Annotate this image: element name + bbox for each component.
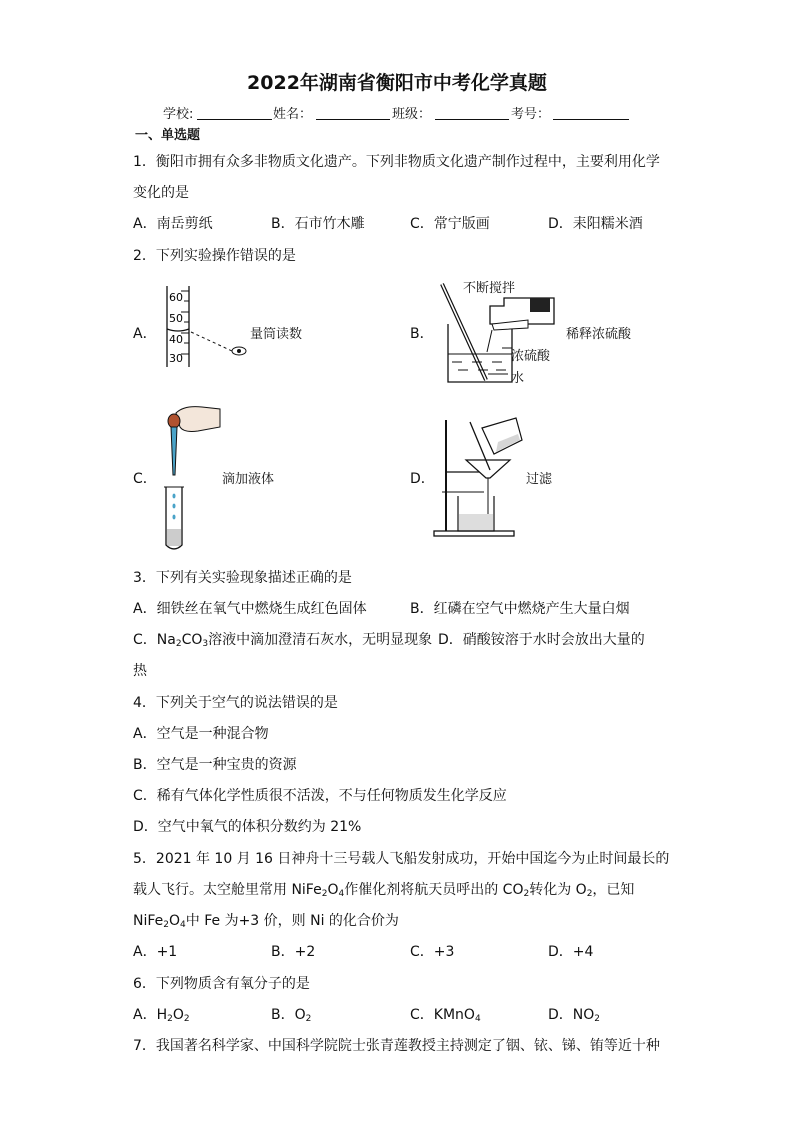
graduated-cylinder-figure [160, 283, 260, 373]
school-field[interactable] [197, 119, 272, 120]
q1-option-a[interactable]: A．南岳剪纸 [133, 216, 213, 232]
q3-option-d-cont: 热 [133, 663, 147, 679]
q1-option-d[interactable]: D．耒阳糯米酒 [548, 216, 643, 232]
page-title: 2022年湖南省衡阳市中考化学真题 [247, 72, 547, 94]
q5-option-c[interactable]: C．+3 [410, 944, 455, 960]
q4-option-d[interactable]: D．空气中氧气的体积分数约为 21% [133, 819, 362, 835]
q1-option-c[interactable]: C．常宁版画 [410, 216, 490, 232]
q6-option-a[interactable]: A．$H_2O_2$ [133, 1007, 190, 1024]
name-label: 姓名： [273, 107, 313, 122]
q3-option-b[interactable]: B．红磷在空气中燃烧产生大量白烟 [410, 601, 630, 617]
q7-stem: 7．我国著名科学家、中国科学院院士张青莲教授主持测定了铟、铱、锑、铕等近十种 [133, 1038, 660, 1054]
q6-option-b[interactable]: B．$O_2$ [271, 1007, 312, 1024]
q2-b-stir-label: 不断搅拌 [463, 281, 516, 296]
tick-label: 50 [169, 312, 183, 325]
section-heading: 一、单选题 [135, 128, 201, 143]
tick-label: 60 [169, 291, 183, 304]
name-field[interactable] [316, 119, 390, 120]
q1-option-b[interactable]: B．石市竹木雕 [271, 216, 365, 232]
q3-stem: 3．下列有关实验现象描述正确的是 [133, 570, 352, 586]
filtration-figure [432, 416, 532, 538]
q6-option-c[interactable]: C．KMnO$_4$ [410, 1007, 481, 1024]
q5-stem-line2: 载人飞行。太空舱里常用 $NiFe_2O_4$作催化剂将航天员呼出的 $CO_2$转化为 $O_2$，已知 [133, 882, 635, 899]
q2-option-d[interactable]: D． [410, 471, 435, 487]
q3-option-c[interactable]: C．$Na_2CO_3$溶液中滴加澄清石灰水，无明显现象 [133, 632, 433, 649]
dropper-bulb-icon [168, 414, 180, 428]
dropper-figure [158, 401, 228, 553]
q6-stem: 6．下列物质含有氧分子的是 [133, 976, 310, 992]
q2-c-caption: 滴加液体 [222, 472, 275, 487]
q2-option-a[interactable]: A． [133, 326, 157, 342]
q3-option-a[interactable]: A．细铁丝在氧气中燃烧生成红色固体 [133, 601, 367, 617]
q2-d-caption: 过滤 [526, 472, 553, 487]
tick-label: 40 [169, 333, 183, 346]
q2-option-b[interactable]: B． [410, 326, 434, 342]
class-field[interactable] [435, 119, 509, 120]
q6-option-d[interactable]: D．$NO_2$ [548, 1007, 601, 1024]
q4-option-c[interactable]: C．稀有气体化学性质很不活泼，不与任何物质发生化学反应 [133, 788, 507, 804]
q4-option-b[interactable]: B．空气是一种宝贵的资源 [133, 757, 297, 773]
q1-stem-cont: 变化的是 [133, 185, 189, 201]
q4-option-a[interactable]: A．空气是一种混合物 [133, 726, 269, 742]
q2-b-acid-label: 浓硫酸 [511, 349, 551, 364]
q2-stem: 2．下列实验操作错误的是 [133, 248, 296, 264]
class-label: 班级： [392, 107, 432, 122]
q2-b-water-label: 水 [511, 371, 525, 386]
q2-a-caption: 量筒读数 [250, 327, 303, 342]
q3-option-d[interactable]: D．硝酸铵溶于水时会放出大量的 [438, 632, 645, 648]
q5-option-d[interactable]: D．+4 [548, 944, 594, 960]
q4-stem: 4．下列关于空气的说法错误的是 [133, 695, 338, 711]
exam-no-label: 考号： [511, 107, 551, 122]
q5-option-b[interactable]: B．+2 [271, 944, 316, 960]
q2-b-caption: 稀释浓硫酸 [566, 327, 632, 342]
q5-stem-line3: $NiFe_2O_4$中 Fe 为+3 价，则 Ni 的化合价为 [133, 913, 399, 930]
exam-no-field[interactable] [553, 119, 629, 120]
hand-icon [176, 407, 220, 432]
tick-label: 30 [169, 352, 183, 365]
q1-stem: 1．衡阳市拥有众多非物质文化遗产。下列非物质文化遗产制作过程中，主要利用化学 [133, 154, 660, 170]
q2-option-c[interactable]: C． [133, 471, 157, 487]
q5-option-a[interactable]: A．+1 [133, 944, 178, 960]
school-label: 学校: [163, 107, 194, 122]
q5-stem: 5．2021 年 10 月 16 日神舟十三号载人飞船发射成功，开始中国迄今为止时间最长的 [133, 851, 670, 867]
